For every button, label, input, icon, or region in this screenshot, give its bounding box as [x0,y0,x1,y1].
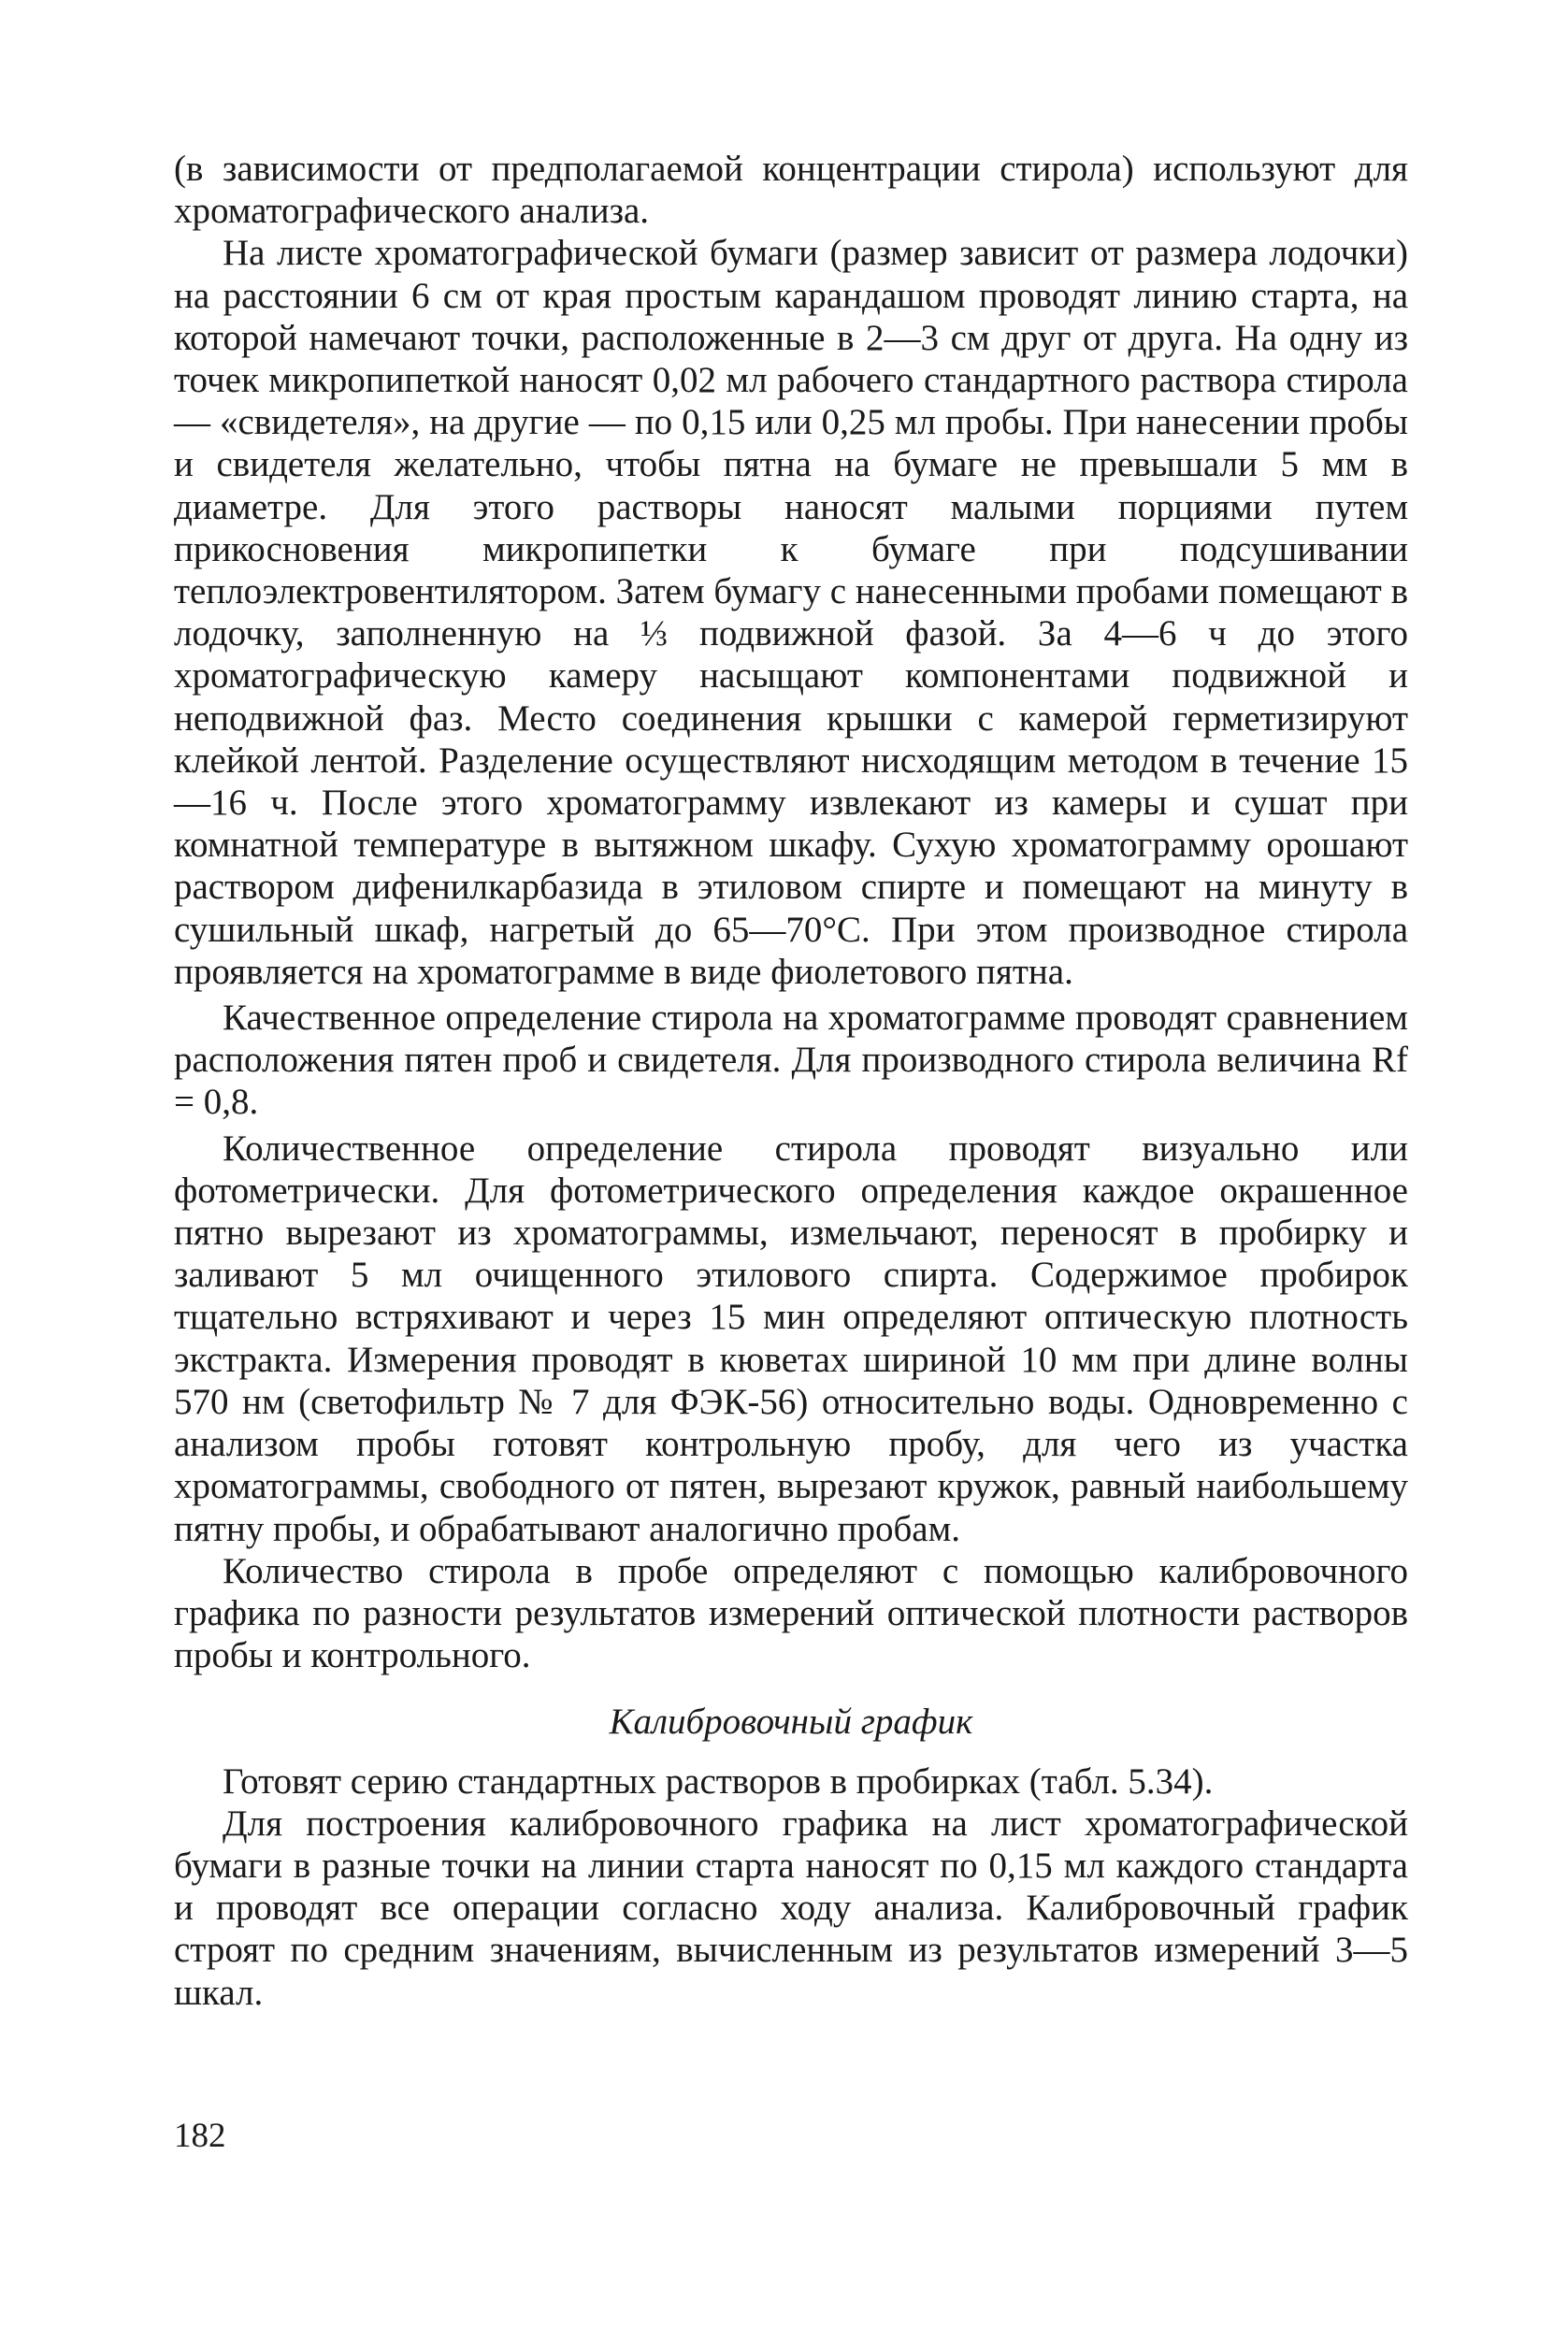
paragraph-1: (в зависимости от предполагаемой концентрации стирола) используют для хроматографического анализа. [174,149,1408,232]
paragraph-2: На листе хроматографической бумаги (размер зависит от размера лодочки) на расстоянии 6 см от края простым карандашом проводят линию старта, на которой намечают точки, расположенные в 2—3 см друг от друга. На одну из точек микропипеткой наносят 0,02 мл рабочего стандартного раствора стирола — «свидетеля», на другие — по 0,15 или 0,25 мл пробы. При нанесении пробы и свидетеля желательно, чтобы пятна на бумаге не превышали 5 мм в диаметре. Для этого растворы наносят малыми порциями путем прикосновения микропипетки к бумаге при подсушивании теплоэлектровентилятором. Затем бумагу с нанесенными пробами помещают в лодочку, заполненную на ⅓ подвижной фазой. За 4—6 ч до этого хроматографическую камеру насыщают компонентами подвижной и неподвижной фаз. Место соединения крышки с камерой герметизируют клейкой лентой. Разделение осуществляют нисходящим методом в течение 15—16 ч. После этого хроматограмму извлекают из камеры и сушат при комнатной температуре в вытяжном шкафу. Сухую хроматограмму орошают раствором дифенилкарбазида в этиловом спирте и помещают на минуту в сушильный шкаф, нагретый до 65—70°С. При этом производное стирола проявляется на хроматограмме в виде фиолетового пятна. [174,233,1408,992]
paragraph-7: Для построения калибровочного графика на лист хроматографической бумаги в разные точки на линии старта наносят по 0,15 мл каждого стандарта и проводят все операции согласно ходу анализа. Калибровочный график строят по средним значениям, вычисленным из результатов измерений 3—5 шкал. [174,1803,1408,2013]
paragraph-3: Качественное определение стирола на хроматограмме проводят сравнением расположения пятен проб и свидетеля. Для производного стирола величина Rf = 0,8. [174,998,1408,1123]
paragraph-6: Готовят серию стандартных растворов в пробирках (табл. 5.34). [223,1760,1214,1802]
page-body [174,148,1408,2014]
section-heading: Калибровочный график [609,1702,973,1743]
page-number: 182 [174,2117,226,2155]
paragraph-4: Количественное определение стирола проводят визуально или фотометрически. Для фотометрического определения каждое окрашенное пятно вырезают из хроматограммы, измельчают, переносят в пробирку и заливают 5 мл очищенного этилового спирта. Содержимое пробирок тщательно встряхивают и через 15 мин определяют оптическую плотность экстракта. Измерения проводят в кюветах шириной 10 мм при длине волны 570 нм (светофильтр № 7 для ФЭК-56) относительно воды. Одновременно с анализом пробы готовят контрольную пробу, для чего из участка хроматограммы, свободного от пятен, вырезают кружок, равный наибольшему пятну пробы, и обрабатывают аналогично пробам. [174,1128,1408,1549]
paragraph-5: Количество стирола в пробе определяют с помощью калибровочного графика по разности результатов измерений оптической плотности растворов пробы и контрольного. [174,1550,1408,1676]
